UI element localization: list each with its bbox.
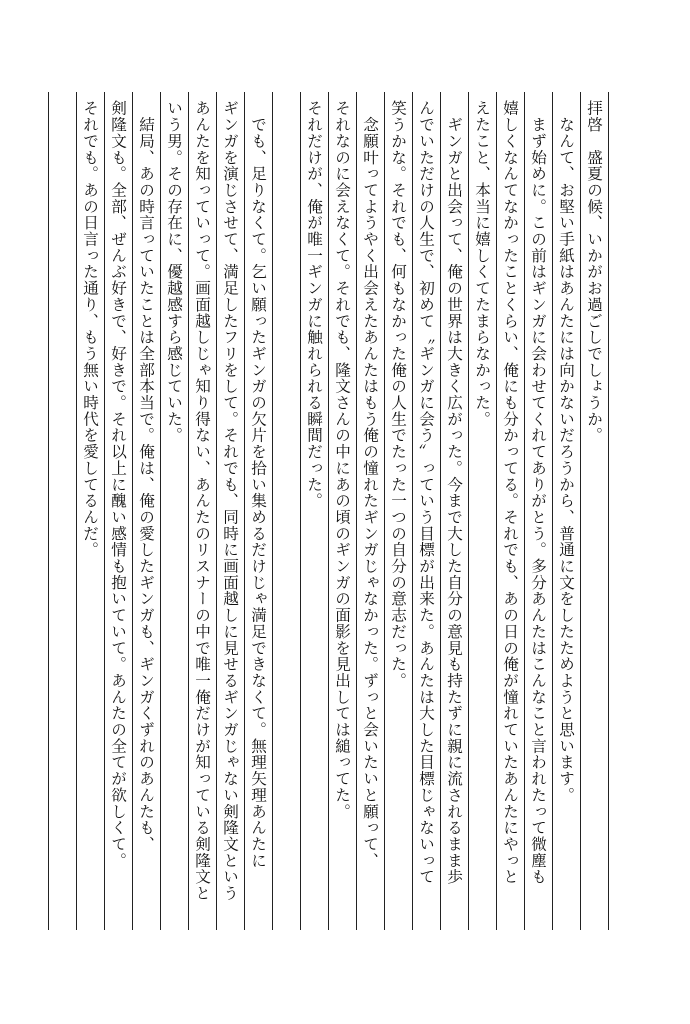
letter-line: ギンガを演じさせて、満足したフリをして。それでも、同時に画面越しに見せるギンガじゃない剣隆文という (221, 100, 239, 902)
letter-line: それなのに会えなくて。それでも、隆文さんの中にあの頃のギンガの面影を見出しては縋ってた。 (333, 100, 351, 820)
letter-line: それでも。あの日言った通り、もう無い時代を愛してるんだ。 (81, 100, 99, 558)
letter-line: えたこと、本当に嬉しくてたまらなかった。 (473, 100, 491, 427)
column-rule (608, 92, 609, 930)
letter-line: まず始めに。この前はギンガに会わせてくれてありがとう。多分あんたはこんなこと言われたって微塵も (529, 100, 547, 885)
blank-line (273, 100, 299, 930)
letter-line: 嬉しくなんてなかったことくらい、俺にも分かってる。それでも、あの日の俺が憧れていたあんたにやっと (501, 100, 519, 885)
letter-line: 念願叶ってようやく出会えたあんたはもう俺の憧れたギンガじゃなかった。ずっと会いたいと願って、 (361, 100, 379, 869)
blank-line (49, 100, 75, 930)
letter-line: 剣隆文も。全部、ぜんぶ好きで、好きで。それ以上に醜い感情も抱いていて。あんたの全てが欲しくて。 (109, 100, 127, 869)
letter-line: 結局、あの時言っていたことは全部本当で。俺は、俺の愛したギンガも、ギンガくずれのあんたも、 (137, 100, 155, 853)
letter-line: んでいただけの人生で、初めて〝ギンガに会う〟っていう目標が出来た。あんたは大した目標じゃないって (417, 100, 435, 885)
letter-line: それだけが、俺が唯一ギンガに触れられる瞬間だった。 (305, 100, 323, 509)
letter-line: あんたを知っていって。画面越しじゃ知り得ない、あんたのリスナーの中で唯一俺だけが知っている剣隆文と (193, 100, 211, 902)
letter-line: 拝啓 盛夏の候、いかがお過ごしでしょうか。 (585, 100, 603, 444)
letter-line: なんて、お堅い手紙はあんたには向かないだろうから、普通に文をしたためようと思います。 (557, 100, 575, 804)
letter-line: 笑うかな。それでも、何もなかった俺の人生でたった一つの自分の意志だった。 (389, 100, 407, 689)
letter-line: でも、足りなくて。乞い願ったギンガの欠片を拾い集めるだけじゃ満足できなくて。無理矢理あんたに (249, 100, 267, 869)
letter-line: ギンガと出会って、俺の世界は大きく広がった。今まで大した自分の意見も持たずに親に流されるまま歩 (445, 100, 463, 885)
letter-line: いう男。その存在に、優越感すら感じていた。 (165, 100, 183, 444)
